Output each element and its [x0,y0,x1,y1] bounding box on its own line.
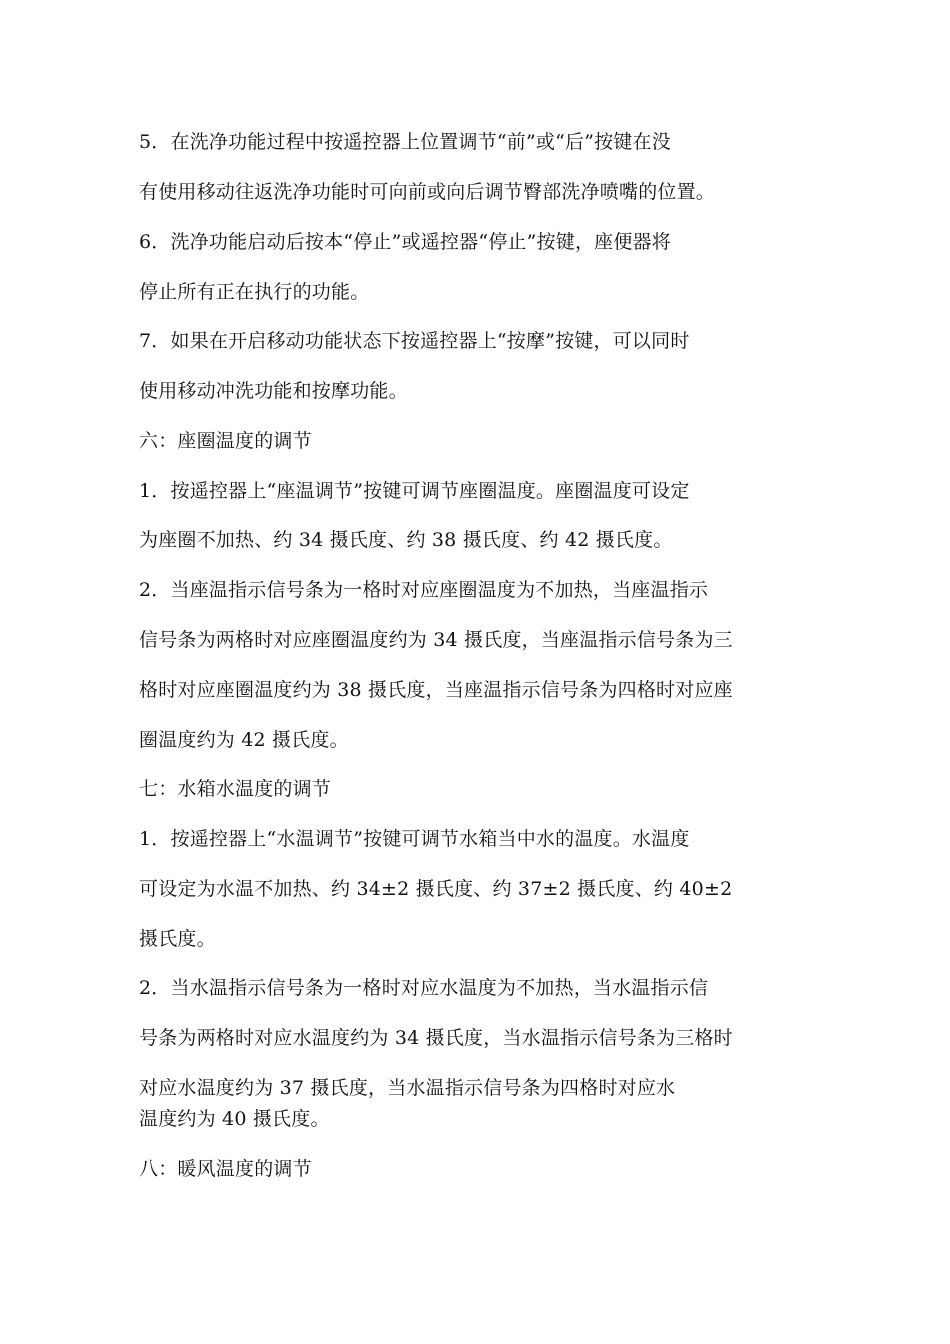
section-heading-7: 七：水箱水温度的调节 [139,778,332,800]
water-temp-item-1-line-2: 可设定为水温不加热、约 34±2 摄氏度、约 37±2 摄氏度、约 40±2 [139,878,733,900]
water-temp-item-2-line-1: 2．当水温指示信号条为一格时对应水温度为不加热，当水温指示信 [139,977,709,999]
seat-temp-item-2-line-3: 格时对应座圈温度约为 38 摄氏度，当座温指示信号条为四格时对应座 [139,679,733,701]
water-temp-item-2-line-4: 温度约为 40 摄氏度。 [139,1108,330,1130]
section-heading-6: 六：座圈温度的调节 [139,430,312,452]
seat-temp-item-1-line-1: 1．按遥控器上“座温调节”按键可调节座圈温度。座圈温度可设定 [139,480,690,502]
water-temp-item-2-line-3: 对应水温度约为 37 摄氏度，当水温指示信号条为四格时对应水 [139,1077,676,1099]
water-temp-item-2-line-2: 号条为两格时对应水温度约为 34 摄氏度，当水温指示信号条为三格时 [139,1027,733,1049]
water-temp-item-1-line-3: 摄氏度。 [139,928,216,950]
water-temp-item-1-line-1: 1．按遥控器上“水温调节”按键可调节水箱当中水的温度。水温度 [139,828,690,850]
seat-temp-item-1-line-2: 为座圈不加热、约 34 摄氏度、约 38 摄氏度、约 42 摄氏度。 [139,529,673,551]
seat-temp-item-2-line-2: 信号条为两格时对应座圈温度约为 34 摄氏度，当座温指示信号条为三 [139,629,733,651]
paragraph-7-line-1: 7．如果在开启移动功能状态下按遥控器上“按摩”按键，可以同时 [139,330,690,352]
seat-temp-item-2-line-1: 2．当座温指示信号条为一格时对应座圈温度为不加热，当座温指示 [139,579,709,601]
section-heading-8: 八：暖风温度的调节 [139,1158,312,1180]
paragraph-5-line-1: 5．在洗净功能过程中按遥控器上位置调节“前”或“后”按键在没 [139,131,671,153]
paragraph-7-line-2: 使用移动冲洗功能和按摩功能。 [139,380,408,402]
seat-temp-item-2-line-4: 圈温度约为 42 摄氏度。 [139,729,349,751]
paragraph-6-line-2: 停止所有正在执行的功能。 [139,281,370,303]
paragraph-6-line-1: 6．洗净功能启动后按本“停止”或遥控器“停止”按键，座便器将 [139,231,671,253]
paragraph-5-line-2: 有使用移动往返洗净功能时可向前或向后调节臀部洗净喷嘴的位置。 [139,181,716,203]
